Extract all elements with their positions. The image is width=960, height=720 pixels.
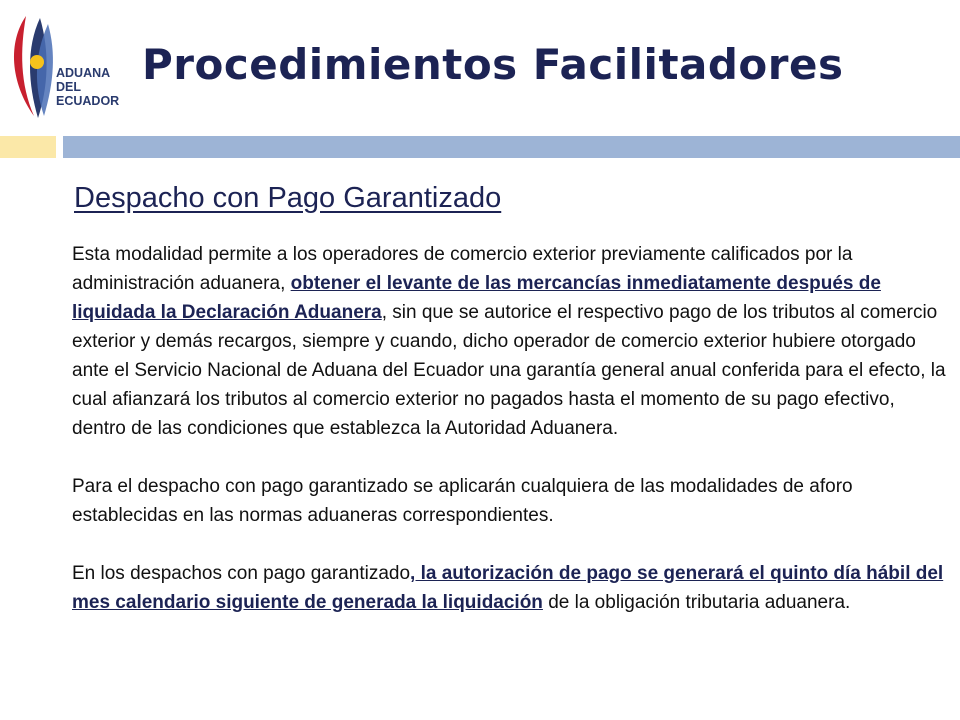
accent-bar-blue (63, 136, 960, 158)
body-text (72, 240, 952, 617)
aduana-logo (4, 12, 128, 124)
page-title: Procedimientos Facilitadores (142, 40, 844, 89)
logo-wordmark (56, 66, 119, 108)
logo-line-2: DEL (56, 80, 81, 94)
paragraph-2: Para el despacho con pago garantizado se aplicarán cualquiera de las modalidades de aforo establecidas en las normas aduaneras correspondientes. (72, 476, 853, 526)
paragraph-3-text-b: de la obligación tributaria aduanera. (542, 592, 851, 613)
paragraph-1-text-b: , sin que se autorice el respectivo pago de los tributos al comercio exterior y demás recargos, siempre y cuando, dicho operador de comercio exterior hubiere otorgado ante el Servicio Nacional de Aduana del Ecuador una garantía general anual conferida para el efecto, la cual afianzará los tributos al comercio exterior no pagados hasta el momento de su pago efectivo, dentro de las condiciones que establezca la Autoridad Aduanera. (72, 302, 946, 439)
paragraph-1 (72, 240, 952, 443)
section-subtitle: Despacho con Pago Garantizado (74, 182, 502, 214)
paragraph-3 (72, 559, 952, 617)
paragraph-3-highlight: , la autorización de pago se generará el quinto día hábil del mes calendario siguiente de generada la liquidación (72, 563, 944, 613)
logo-line-1: ADUANA (56, 66, 111, 80)
logo-line-3: ECUADOR (56, 94, 120, 108)
paragraph-3-text-a: En los despachos con pago garantizado (72, 563, 411, 584)
paragraph-1-text-a: Esta modalidad permite a los operadores de comercio exterior previamente calificados por la administración aduanera, (72, 244, 853, 294)
accent-bar-yellow (0, 136, 56, 158)
paragraph-1-highlight: obtener el levante de las mercancías inmediatamente después de liquidada la Declaración Aduanera (72, 273, 881, 323)
